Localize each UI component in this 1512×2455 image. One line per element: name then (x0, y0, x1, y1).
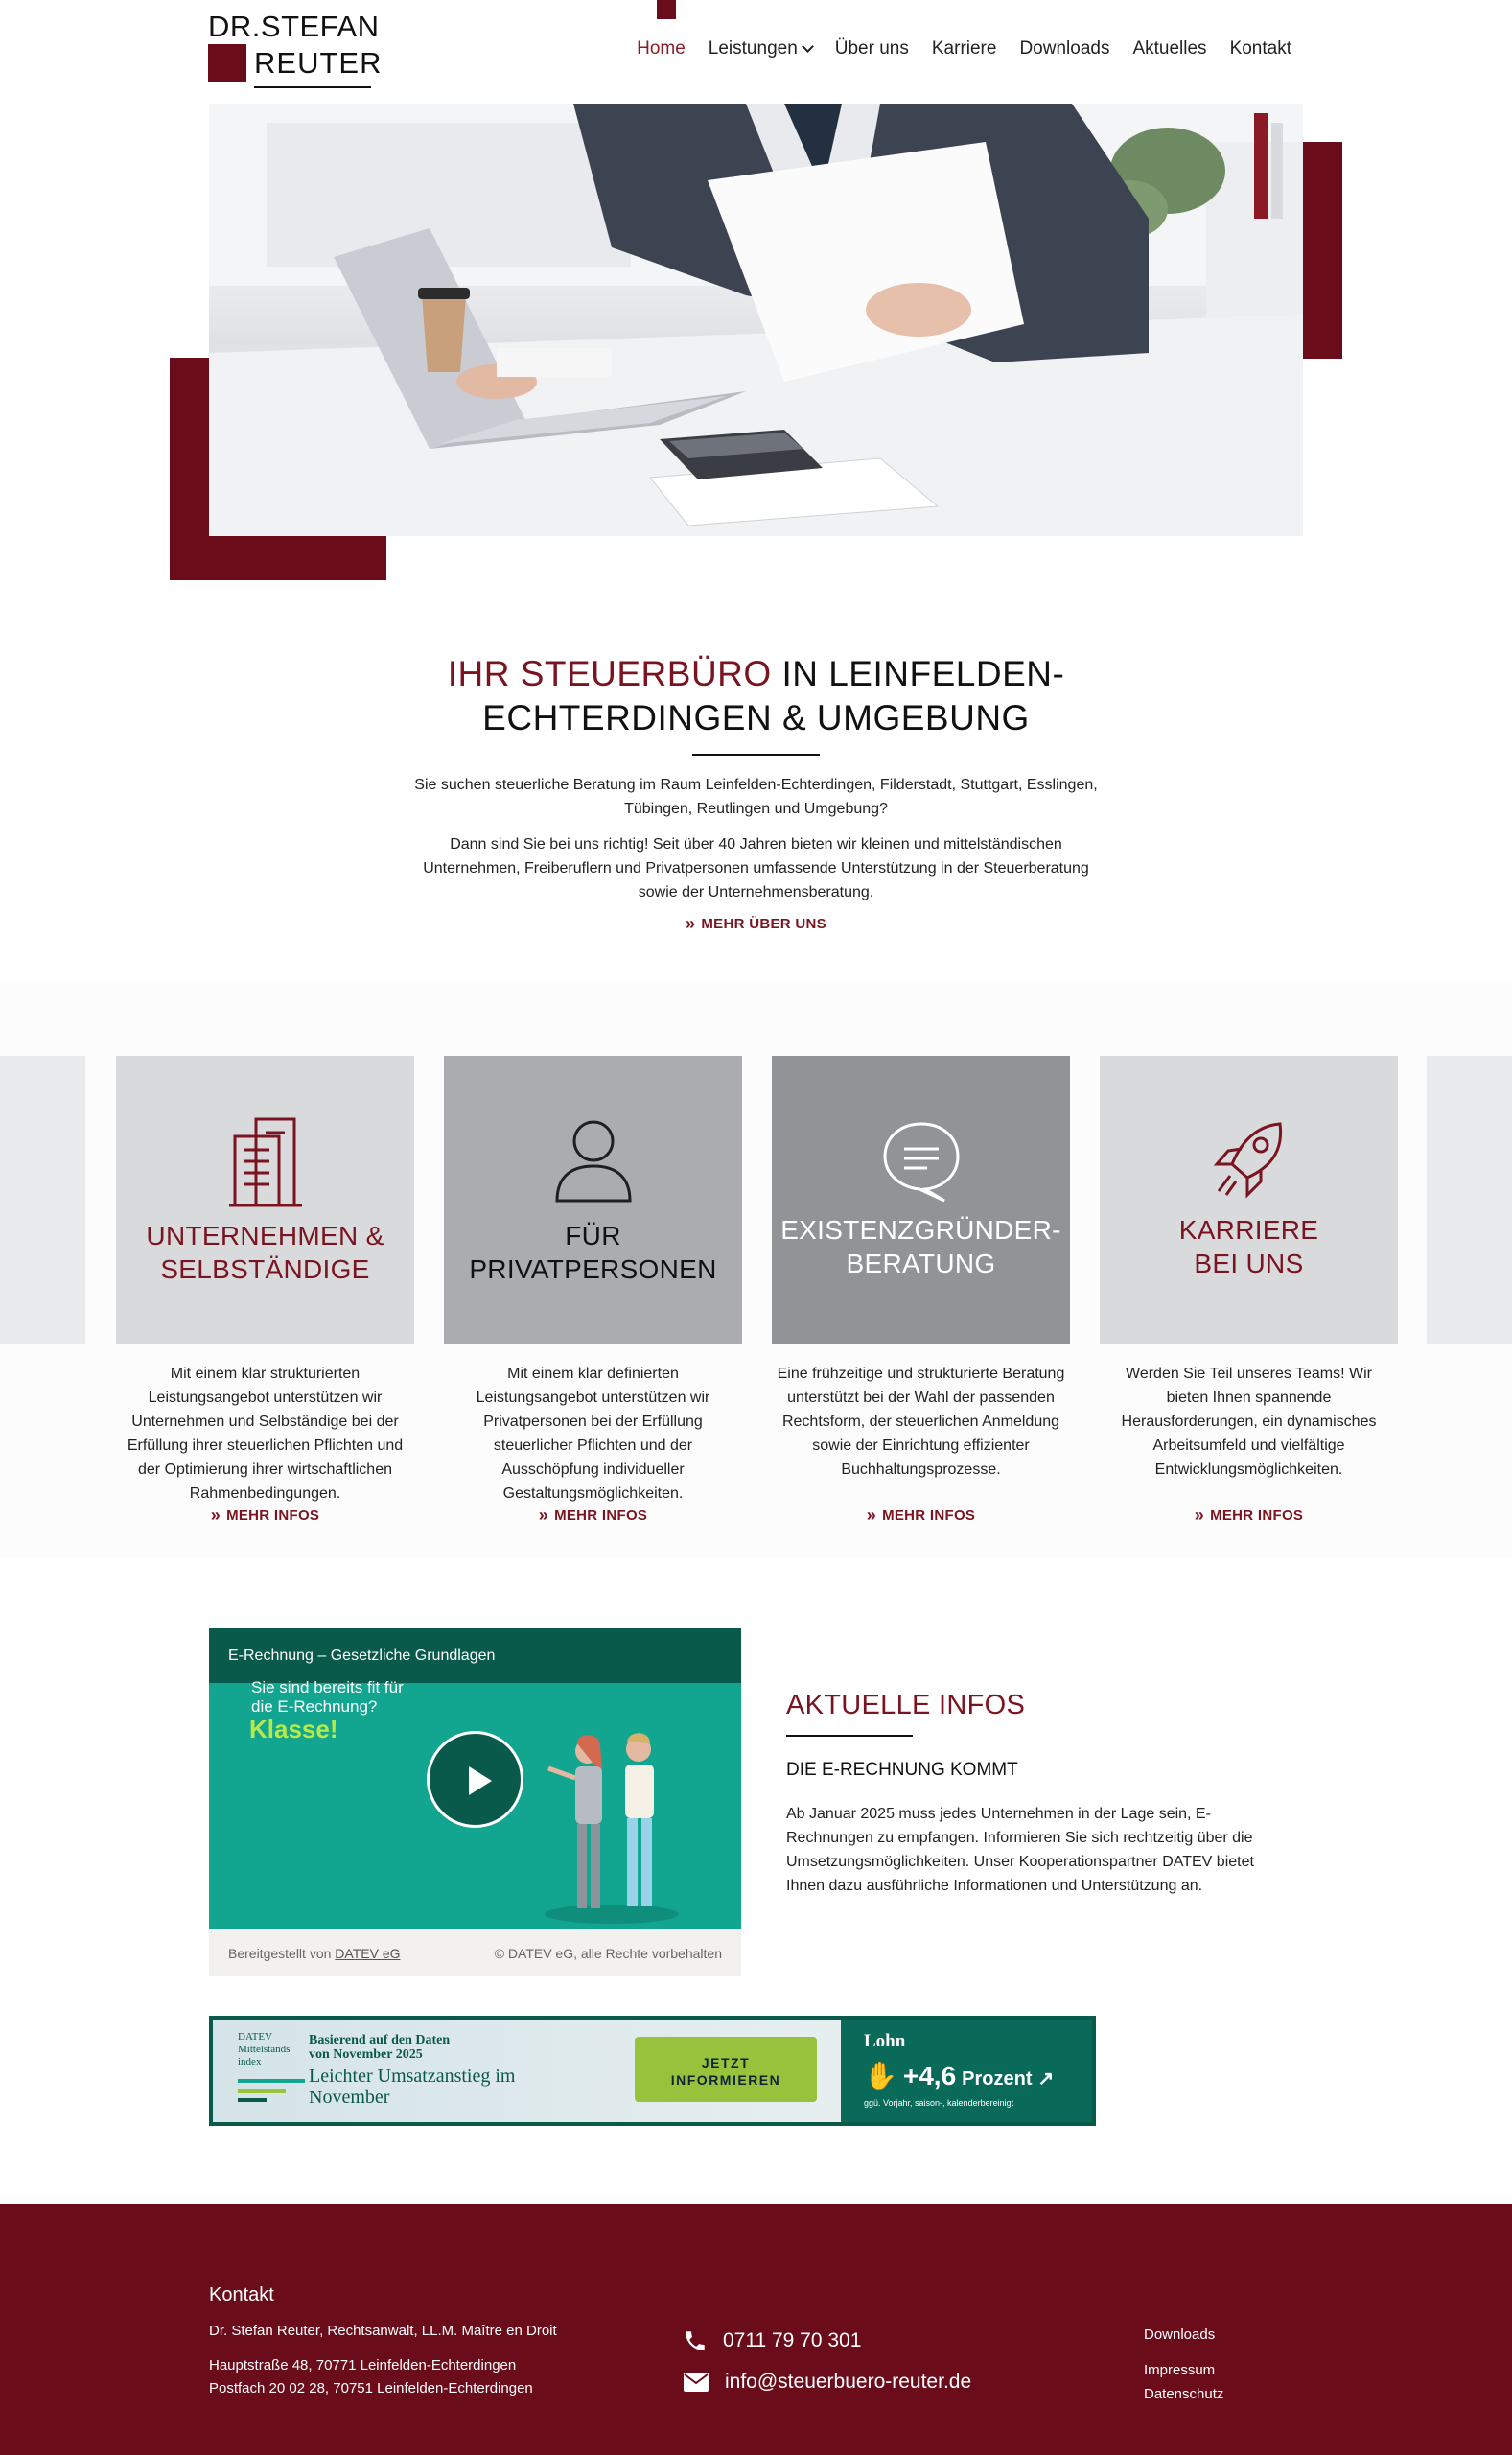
cta-line-2: INFORMIEREN (670, 2072, 781, 2088)
idx-line-1: DATEV (238, 2031, 273, 2043)
footer-email-label: info@steuerbuero-reuter.de (725, 2371, 972, 2393)
footer-name: Dr. Stefan Reuter, Rechtsanwalt, LL.M. Maître en Droit (209, 2323, 557, 2339)
service-card-header (444, 1056, 742, 1344)
news-text: Ab Januar 2025 muss jedes Unternehmen in der Lage sein, E-Rechnungen zu empfangen. Informieren Sie sich rechtzeitig über die Umsetzungsmöglichkeiten. Unser Kooperationspartner DATEV bietet Ihnen dazu ausführliche Informationen und Unterstützung an. (786, 1806, 1254, 1894)
more-about-us-link[interactable] (686, 916, 826, 932)
service-card-existenzgruender[interactable] (772, 1056, 1070, 1526)
service-card-description: Eine frühzeitige und strukturierte Beratung unterstützt bei der Wahl der passenden Rechtsform, der steuerlichen Anmeldung sowie der Einrichtung effizienter Buchhaltungsprozesse. (777, 1366, 1065, 1478)
info-main-line-2: November (309, 2087, 390, 2108)
title-line-1: FÜR (565, 1221, 621, 1251)
more-infos-label: MEHR INFOS (226, 1508, 320, 1524)
nav-ueber-uns[interactable]: Über uns (834, 38, 909, 58)
info-top-line-1: Basierend auf den Daten (309, 2033, 451, 2047)
intro-heading-accent: IHR STEUERBÜRO (447, 654, 772, 693)
footer-link-impressum[interactable]: Impressum (1144, 2362, 1216, 2378)
title-line-1: UNTERNEHMEN & (146, 1221, 384, 1251)
service-card-title (780, 1213, 1061, 1280)
service-card-header (772, 1056, 1070, 1344)
more-infos-link[interactable] (539, 1508, 647, 1524)
banner-stripe (238, 2089, 286, 2093)
site-header (0, 0, 1512, 101)
double-chevron-right-icon: » (686, 914, 696, 933)
intro-section (0, 652, 1512, 934)
video-highlight: Klasse! (249, 1715, 338, 1743)
more-infos-label: MEHR INFOS (1210, 1508, 1304, 1524)
more-infos-label: MEHR INFOS (554, 1508, 648, 1524)
phone-icon (683, 2328, 708, 2353)
banner-cta-button[interactable] (635, 2037, 817, 2102)
intro-heading-line2: ECHTERDINGEN & UMGEBUNG (482, 698, 1030, 737)
service-card-unternehmen[interactable] (116, 1056, 414, 1526)
news-heading: AKTUELLE INFOS (786, 1690, 1026, 1720)
more-infos-link[interactable] (211, 1508, 319, 1524)
video-copyright: © DATEV eG, alle Rechte vorbehalten (494, 1946, 722, 1961)
idx-line-2: Mittelstands (238, 2044, 291, 2055)
service-card-title (469, 1219, 716, 1286)
intro-heading-rest: IN LEINFELDEN- (771, 654, 1065, 693)
service-card-privatpersonen[interactable] (444, 1056, 742, 1526)
video-teaser-line-1: Sie sind bereits fit für (251, 1678, 404, 1696)
video-teaser-text (251, 1678, 404, 1717)
double-chevron-right-icon: » (538, 1506, 549, 1525)
banner-subnote: ggü. Vorjahr, saison-, kalenderbereinigt (864, 2098, 1014, 2108)
cta-line-1: JETZT (701, 2055, 751, 2070)
info-main-line-1: Leichter Umsatzanstieg im (309, 2066, 516, 2087)
service-card-title (146, 1219, 384, 1286)
chevron-down-icon (802, 40, 814, 53)
logo-underline (254, 86, 371, 88)
footer-link-downloads[interactable]: Downloads (1144, 2326, 1216, 2343)
idx-line-3: index (238, 2056, 262, 2068)
service-card-description: Mit einem klar strukturierten Leistungsangebot unterstützen wir Unternehmen und Selbständige bei der Erfüllung ihrer steuerlichen Pflichten und der Optimierung ihrer wirtschaftlichen Rahmenbedingungen. (127, 1366, 404, 1502)
banner-right (841, 2020, 1096, 2122)
service-card-header (1100, 1056, 1398, 1344)
banner-stripe (238, 2079, 305, 2083)
news-divider (786, 1735, 913, 1737)
person-icon (553, 1113, 634, 1209)
video-player[interactable] (209, 1628, 741, 1976)
mail-icon (683, 2372, 709, 2393)
chat-bubble-icon (881, 1113, 962, 1209)
more-infos-link[interactable] (1195, 1508, 1303, 1524)
title-line-1: EXISTENZGRÜNDER- (780, 1215, 1061, 1245)
banner-info-main (309, 2066, 515, 2108)
nav-aktuelles[interactable]: Aktuelles (1132, 38, 1207, 58)
double-chevron-right-icon: » (1194, 1506, 1205, 1525)
title-line-2: PRIVATPERSONEN (469, 1254, 717, 1284)
main-nav (637, 38, 1291, 59)
nav-kontakt[interactable]: Kontakt (1229, 38, 1291, 58)
service-card-description: Werden Sie Teil unseres Teams! Wir bieten Ihnen spannende Herausforderungen, ein dynamisches Arbeitsumfeld und vielfältige Entwicklungsmöglichkeiten. (1121, 1366, 1377, 1478)
news-subheading: DIE E-RECHNUNG KOMMT (786, 1760, 1018, 1780)
provider-link[interactable]: DATEV eG (335, 1946, 401, 1961)
footer-address-2: Postfach 20 02 28, 70751 Leinfelden-Echterdingen (209, 2380, 533, 2397)
video-footer (209, 1929, 741, 1976)
footer-contact (209, 2284, 557, 2400)
service-card-header (116, 1056, 414, 1344)
banner-percentage (864, 2060, 1054, 2092)
logo-line-1: DR.STEFAN (208, 10, 380, 43)
provided-prefix: Bereitgestellt von (228, 1946, 336, 1961)
title-line-2: BEI UNS (1194, 1249, 1304, 1278)
banner-index-label (238, 2031, 290, 2069)
arrow-up-right-icon: ↗ (1037, 2069, 1055, 2090)
banner-info-top (309, 2033, 450, 2062)
logo[interactable] (208, 10, 383, 81)
intro-paragraph-1: Sie suchen steuerliche Beratung im Raum Leinfelden-Echterdingen, Filderstadt, Stuttgart, Esslingen, Tübingen, Reutlingen und Umgebung? (414, 777, 1098, 817)
double-chevron-right-icon: » (866, 1506, 877, 1525)
footer-address-1: Hauptstraße 48, 70771 Leinfelden-Echterdingen (209, 2357, 517, 2373)
nav-leistungen[interactable] (709, 38, 812, 59)
more-infos-label: MEHR INFOS (882, 1508, 976, 1524)
footer-link-datenschutz[interactable]: Datenschutz (1144, 2386, 1224, 2402)
nav-home[interactable]: Home (637, 38, 686, 58)
title-line-2: SELBSTÄNDIGE (160, 1254, 370, 1284)
service-card-title (1179, 1213, 1319, 1280)
footer-phone[interactable] (683, 2328, 971, 2353)
intro-divider (692, 754, 820, 756)
video-teaser-line-2: die E-Rechnung? (251, 1697, 378, 1716)
carousel-side-left (0, 1056, 85, 1344)
intro-heading (0, 652, 1512, 740)
nav-active-marker (657, 0, 676, 19)
footer-heading: Kontakt (209, 2284, 274, 2305)
banner-stripe (238, 2098, 267, 2102)
nav-leistungen-label: Leistungen (708, 38, 798, 58)
building-icon (227, 1113, 304, 1209)
news-section (786, 1690, 1285, 1898)
nav-downloads[interactable]: Downloads (1019, 38, 1110, 58)
hero (0, 101, 1512, 580)
double-chevron-right-icon: » (210, 1506, 221, 1525)
footer-email[interactable] (683, 2371, 971, 2394)
footer-phone-label: 0711 79 70 301 (723, 2329, 862, 2351)
rocket-icon (1209, 1113, 1290, 1209)
banner-lohn-label: Lohn (864, 2031, 906, 2051)
intro-paragraph-2: Dann sind Sie bei uns richtig! Seit über 40 Jahren bieten wir kleinen und mittelständischen Unternehmen, Freiberuflern und Privatpersonen umfassende Unterstützung in der Steuerberatung sowie der Unternehmensberatung. (423, 836, 1089, 900)
nav-karriere[interactable]: Karriere (931, 38, 997, 58)
hero-image (209, 104, 1303, 536)
video-title: E-Rechnung – Gesetzliche Grundlagen (209, 1628, 741, 1683)
title-line-1: KARRIERE (1178, 1215, 1319, 1245)
datev-banner[interactable] (209, 2016, 1096, 2126)
video-illustration (535, 1724, 688, 1926)
title-line-2: BERATUNG (846, 1249, 996, 1278)
banner-unit: Prozent (962, 2069, 1033, 2090)
banner-value: +4,6 (902, 2061, 957, 2091)
more-about-us-label: MEHR ÜBER UNS (701, 916, 826, 932)
logo-line-2: REUTER (254, 46, 383, 80)
service-card-karriere[interactable] (1100, 1056, 1398, 1526)
footer-links (1144, 2323, 1223, 2406)
more-infos-link[interactable] (867, 1508, 975, 1524)
play-button[interactable] (427, 1731, 523, 1828)
hand-coins-icon: ✋ (864, 2061, 897, 2091)
logo-square (208, 44, 246, 82)
info-top-line-2: von November 2025 (309, 2047, 423, 2062)
site-footer (0, 2204, 1512, 2455)
video-provided-by (228, 1946, 401, 1959)
carousel-side-right (1427, 1056, 1512, 1344)
service-card-description: Mit einem klar definierten Leistungsangebot unterstützen wir Privatpersonen bei der Erfüllung steuerlicher Pflichten und der Ausschöpfung individueller Gestaltungsmöglichkeiten. (476, 1366, 710, 1502)
footer-contact-links (683, 2328, 971, 2411)
